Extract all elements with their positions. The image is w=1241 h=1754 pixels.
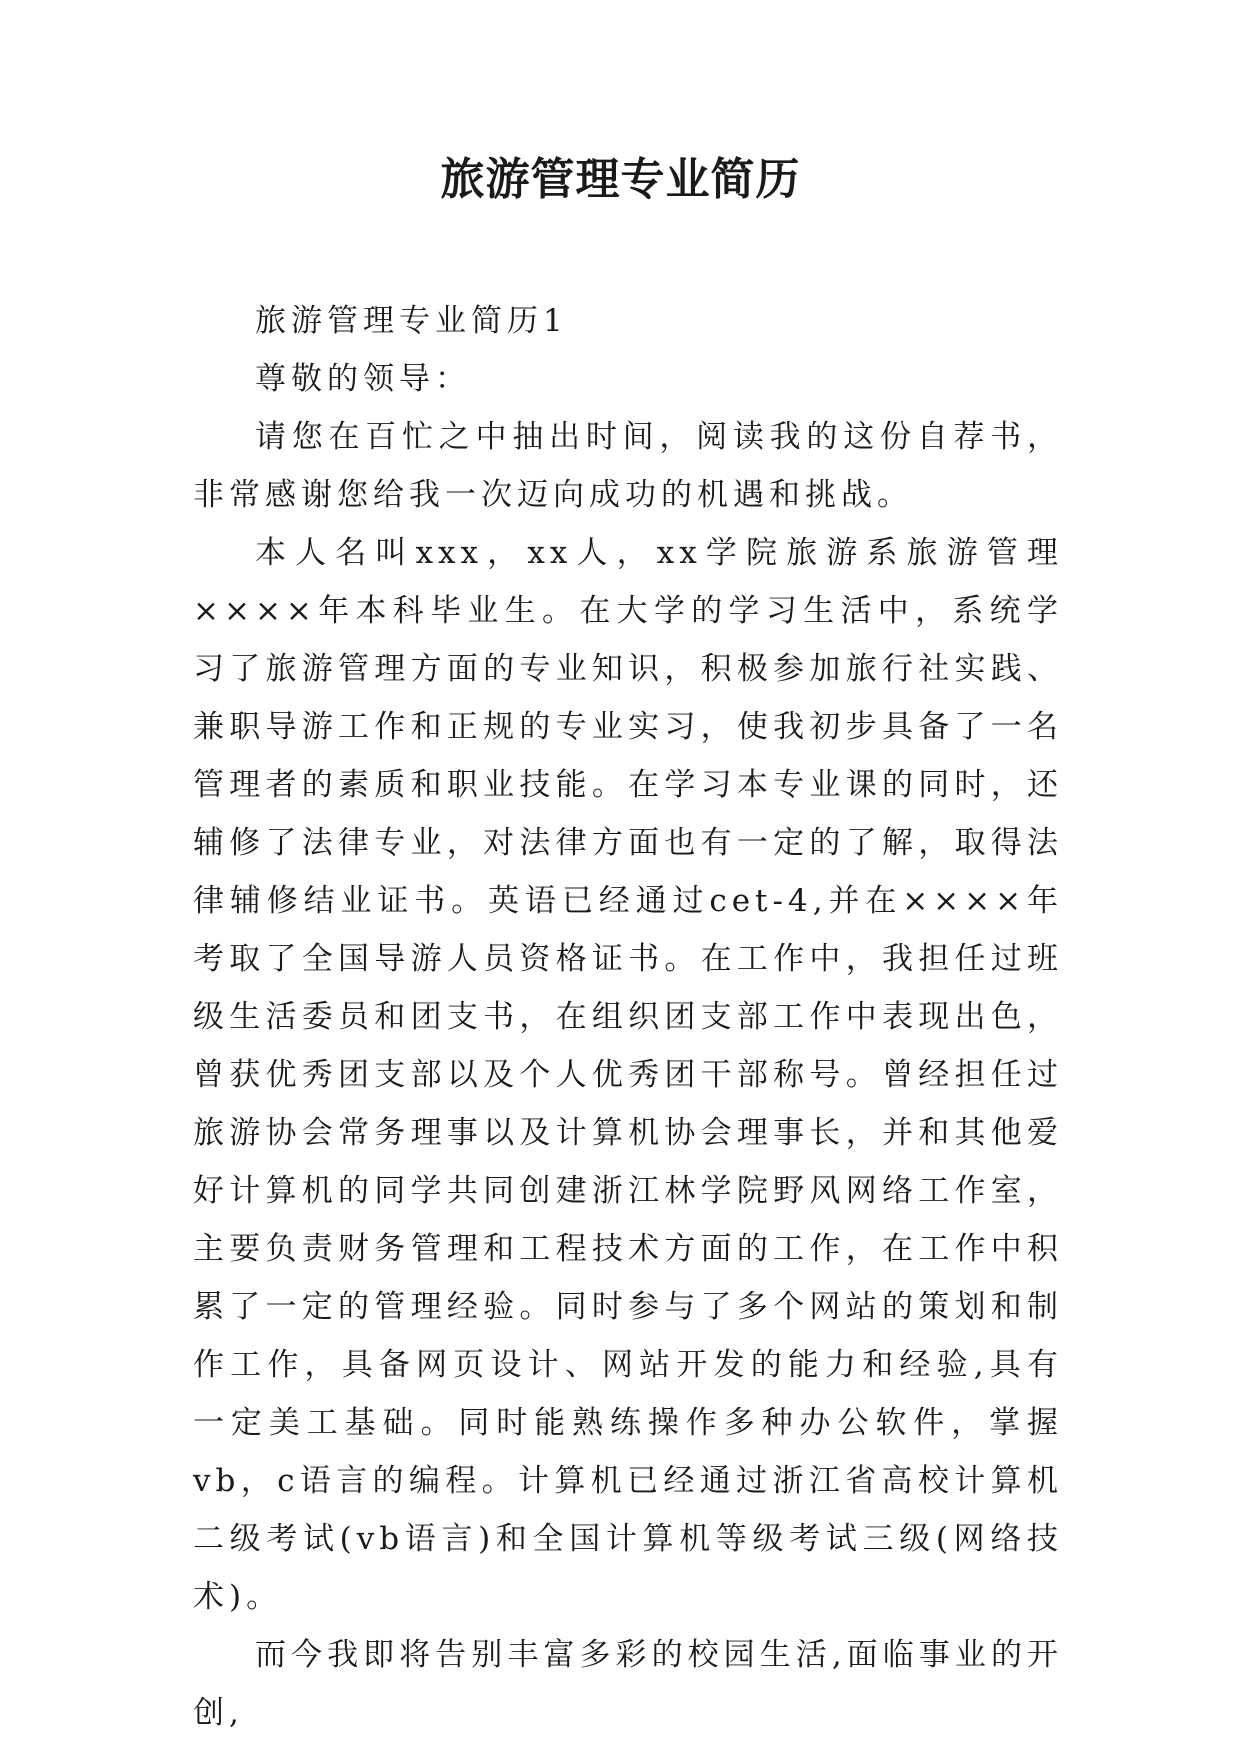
body-paragraph: 本人名叫xxx，xx人，xx学院旅游系旅游管理××××年本科毕业生。在大学的学习生活中，系统学习了旅游管理方面的专业知识，积极参加旅行社实践、兼职导游工作和正规的专业实习，使我初步具备了一名管理者的素质和职业技能。在学习本专业课的同时，还辅修了法律专业，对法律方面也有一定的了解，取得法律辅修结业证书。英语已经通过cet-4,并在××××年考取了全国导游人员资格证书。在工作中，我担任过班级生活委员和团支书，在组织团支部工作中表现出色，曾获优秀团支部以及个人优秀团干部称号。曾经担任过旅游协会常务理事以及计算机协会理事长，并和其他爱好计算机的同学共同创建浙江林学院野风网络工作室，主要负责财务管理和工程技术方面的工作，在工作中积累了一定的管理经验。同时参与了多个网站的策划和制作工作，具备网页设计、网站开发的能力和经验,具有一定美工基础。同时能熟练操作多种办公软件，掌握vb，c语言的编程。计算机已经通过浙江省高校计算机二级考试(vb语言)和全国计算机等级考试三级(网络技术)。 <box>193 535 1063 1615</box>
document-body <box>193 292 1063 1742</box>
resume-heading-line: 旅游管理专业简历1 <box>255 303 568 339</box>
document-title: 旅游管理专业简历 <box>440 154 801 205</box>
salutation: 尊敬的领导： <box>255 361 471 397</box>
body-paragraph: 而今我即将告别丰富多彩的校园生活,面临事业的开创, <box>193 1637 1063 1731</box>
body-paragraph: 请您在百忙之中抽出时间，阅读我的这份自荐书，非常感谢您给我一次迈向成功的机遇和挑战。 <box>193 419 1063 513</box>
